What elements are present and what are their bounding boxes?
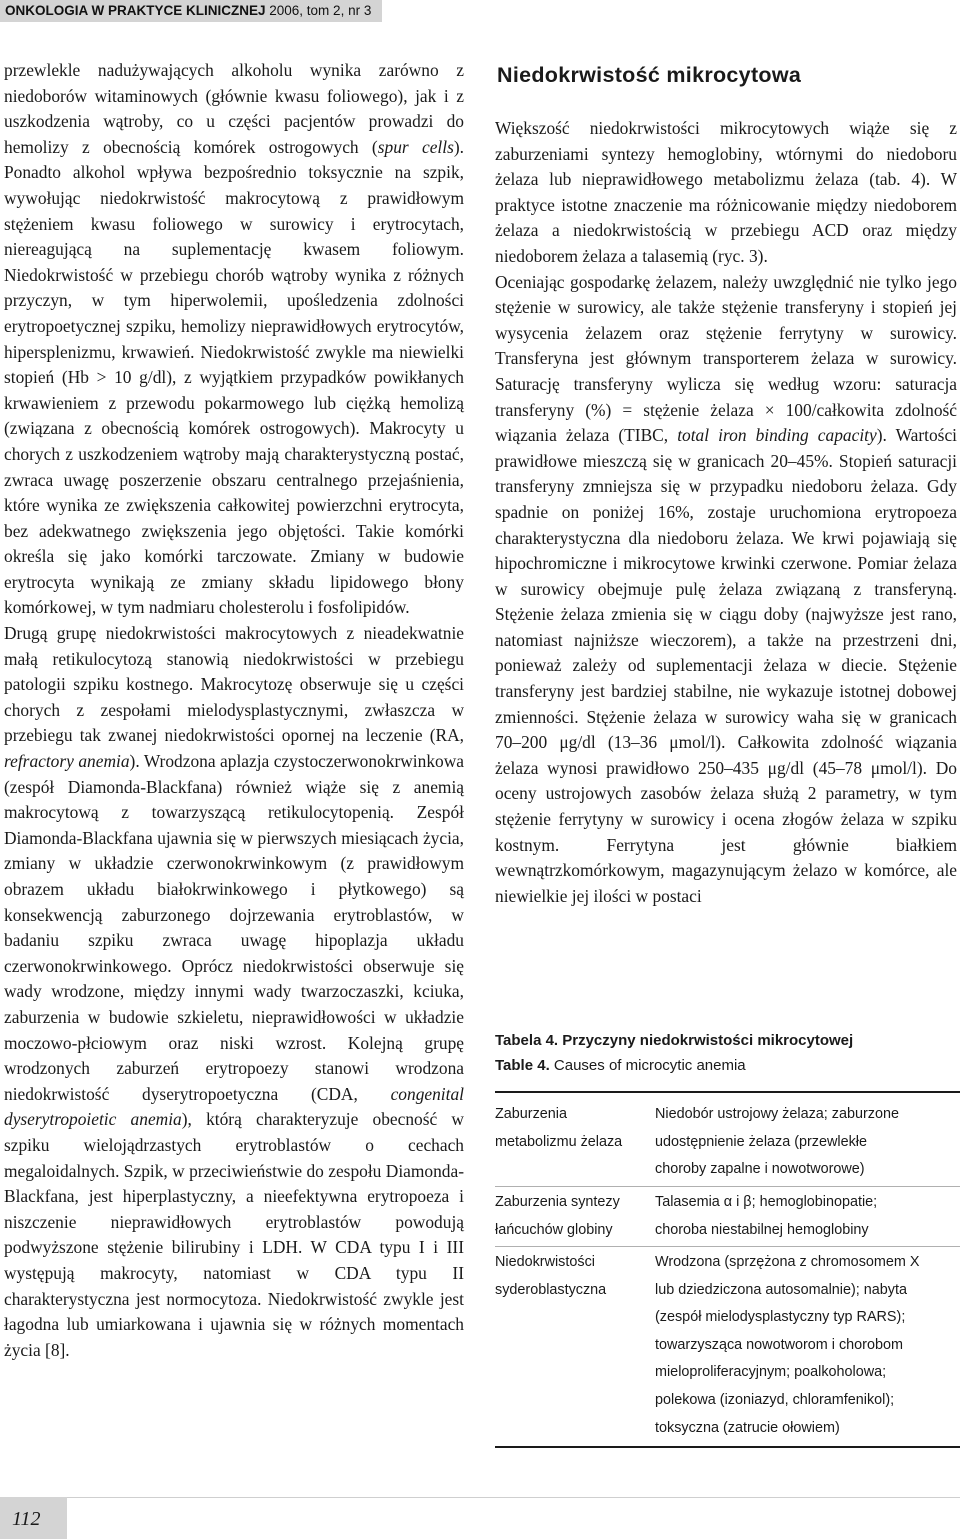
cell-line: choroba niestabilnej hemoglobiny (655, 1221, 869, 1238)
cell-line: mieloproliferacyjnym; poalkoholowa; (655, 1364, 887, 1381)
left-paragraph-1 (4, 58, 464, 621)
cell-line: Talasemia α i β; hemoglobinopatie; (655, 1194, 878, 1210)
text-run: przewlekle nadużywających alkoholu wynika zarówno z niedoborów witaminowych (głównie kwasu foliowego), jak i z uszkodzenia wątroby, co u części pacjentów prowadzi do hemolizy z obecnością komórek ostrogowych ( (4, 60, 464, 157)
left-column (4, 58, 464, 1363)
journal-header (5, 2, 371, 20)
table-caption-en (495, 1053, 957, 1078)
table-cell-cause (495, 1101, 645, 1156)
footer-rule (67, 1497, 960, 1498)
journal-name: ONKOLOGIA W PRAKTYCE KLINICZNEJ (5, 3, 266, 18)
right-column (495, 116, 957, 909)
table-caption-pl: Tabela 4. Przyczyny niedokrwistości mikrocytowej (495, 1032, 854, 1049)
italic-term: spur cells (377, 136, 454, 157)
page-number: 112 (12, 1508, 41, 1530)
italic-term: congenital dyserytropoietic anemia (4, 1083, 464, 1130)
table-caption-en-label: Table 4. (495, 1057, 550, 1074)
cell-line: syderoblastyczna (495, 1281, 607, 1298)
left-paragraph-2 (4, 621, 464, 1363)
cell-line: metabolizmu żelaza (495, 1133, 623, 1150)
text-run: ). Wrodzona aplazja czystoczerwonokrwinkowa (zespół Diamonda-Blackfana) również wiąże się z anemią makrocytową z towarzyszącą retikulocytopenią. Zespół Diamonda-Blackfana ujawnia się w pierwszych miesiącach życia, zmiany w układzie czerwonokrwinkowym (z prawidłowym obrazem układu białokrwinkowego i płytkowego) są konsekwencją zaburzonego dojrzewania erytroblastów, w badaniu szpiku zwraca uwagę hipoplazja układu czerwonokrwinkowego. Oprócz niedokrwistości obserwuje się wady wrodzone, między innymi wady twarzoczaszki, kciuka, zaburzenia w budowie szkieletu, nieprawidłowości w układzie moczowo-płciowym oraz niski wzrost. Kolejną grupę wrodzonych zaburzeń erytropoezy stanowi wrodzona niedokrwistość dyserytropoetyczna (CDA, (4, 751, 464, 1104)
cell-line: lub dziedziczona autosomalnie); nabyta (655, 1281, 907, 1298)
table-cell-details (655, 1101, 960, 1184)
cell-line: choroby zapalne i nowotworowe) (655, 1161, 865, 1178)
cell-line: Wrodzona (sprzężona z chromosomem X (655, 1254, 920, 1270)
cell-line: Niedobór ustrojowy żelaza; zaburzone (655, 1106, 899, 1122)
table-bottom-rule (495, 1446, 960, 1448)
table-row-divider (495, 1186, 960, 1187)
text-run: ). Wartości prawidłowe mieszczą się w granicach 20–45%. Stopień saturacji transferyny zmniejsza się w przypadku niedoboru żelaza. Gdy spadnie on poniżej 16%, zostaje uruchomiona erytropoeza charakterystyczna dla niedoboru żelaza. We krwi pojawiają się hipochromiczne i mikrocytowe krwinki czerwone. Pomiar żelaza w surowicy obejmuje pulę żelaza związaną z transferyną. Stężenie żelaza zmienia się w ciągu doby (najwyższe jest rano, natomiast najniższe wieczorem), a także na przestrzeni dni, ponieważ zależy od suplementacji żelaza w diecie. Stężenie transferyny jest bardziej stabilne, nie wykazuje istotnej dobowej zmienności. Stężenie żelaza w surowicy waha się w granicach 70–200 μg/dl (13–36 μmol/l). Całkowita zdolność wiązania żelaza wynosi prawidłowo 250–435 μg/dl (45–78 μmol/l). Do oceny ustrojowych zasobów żelaza służą 2 parametry, w tym stężenie ferrytyny w surowicy i ocena złogów żelaza w szpiku kostnym. Ferrytyna jest głównie białkiem wewnątrzkomórkowym, magazynującym żelazo w komórce, ale niewielkie jej ilości w postaci (495, 425, 957, 906)
table-cell-cause (495, 1249, 645, 1304)
journal-issue: 2006, tom 2, nr 3 (265, 3, 372, 18)
section-heading: Niedokrwistość mikrocytowa (497, 63, 802, 87)
cell-line: polekowa (izoniazyd, chloramfenikol); (655, 1391, 895, 1408)
cell-line: Niedokrwistości (495, 1254, 595, 1270)
table-cell-details (655, 1189, 960, 1244)
table-top-rule (495, 1091, 960, 1093)
table-cell-details (655, 1249, 960, 1442)
cell-line: Zaburzenia syntezy (495, 1194, 620, 1210)
right-paragraph-2 (495, 270, 957, 910)
text-run: Drugą grupę niedokrwistości makrocytowych z nieadekwatnie małą retikulocytozą stanowią niedokrwistości w przebiegu patologii szpiku kostnego. Makrocytozę obserwuje się u części chorych z zespołami mielodysplastycznymi, zwłaszcza w przebiegu tak zwanej niedokrwistości opornej na leczenie (RA, (4, 623, 464, 746)
text-run: Oceniając gospodarkę żelazem, należy uwzględnić nie tylko jego stężenie w surowicy, ale także stężenie transferyny i stopień jej wysycenia żelazem oraz stężenie ferrytyny w surowicy. Transferyna jest głównym transporterem żelaza w surowicy. Saturację transferyny wylicza się według wzoru: saturacja transferyny (%) = stężenie żelaza × 100/całkowita zdolność wiązania żelaza (TIBC, (495, 271, 957, 446)
cell-line: udostępnienie żelaza (przewlekłe (655, 1133, 867, 1150)
italic-term: total iron binding capacity (677, 425, 877, 446)
right-paragraph-1: Większość niedokrwistości mikrocytowych wiąże się z zaburzeniami syntezy hemoglobiny, wtórnymi do niedoboru żelaza lub nieprawidłowego metabolizmu żelaza (tab. 4). W praktyce istotne znaczenie ma różnicowanie między niedoborem żelaza a niedokrwistością w przebiegu ACD oraz między niedoborem żelaza a talasemią (ryc. 3). (495, 118, 957, 266)
table-caption-en-text: Causes of microcytic anemia (549, 1057, 746, 1074)
cell-line: towarzysząca nowotworom i chorobom (655, 1336, 903, 1353)
cell-line: Zaburzenia (495, 1106, 567, 1122)
table-row-divider (495, 1246, 960, 1247)
text-run: ), którą charakteryzuje obecność w szpiku wielojądrzastych erytroblastów o cechach megaloidalnych. Szpik, w przeciwieństwie do zespołu Diamonda-Blackfana, jest hiperplastyczny, a nieefektywna erytropoeza i niszczenie nieprawidłowych erytroblastów powodują podwyższone stężenie bilirubiny i LDH. W CDA typu I i III występują makrocyty, natomiast w CDA typu II charakterystyczna jest normocytoza. Niedokrwistość zwykle jest łagodna lub umiarkowana i ujawnia się w różnych momentach życia [8]. (4, 1109, 464, 1360)
table-caption (495, 1028, 957, 1078)
table-cell-cause (495, 1189, 645, 1244)
italic-term: refractory anemia (4, 751, 130, 772)
cell-line: łańcuchów globiny (495, 1221, 613, 1238)
cell-line: (zespół mielodysplastyczny typ RARS); (655, 1309, 906, 1326)
text-run: ). Ponadto alkohol wpływa bezpośrednio toksycznie na szpik, wywołując niedokrwistość makrocytową z prawidłowym stężeniem kwasu foliowego w surowicy i erytrocytach, niereagującą na suplementację kwasem foliowym. Niedokrwistość w przebiegu chorób wątroby wynika z różnych przyczyn, w tym hiperwolemii, upośledzenia zdolności erytropoetycznej szpiku, hemolizy nieprawidłowych erytrocytów, hipersplenizmu, krwawień. Niedokrwistość zwykle ma niewielki stopień (Hb > 10 g/dl), z wyjątkiem przypadków powikłanych krwawieniem z przewodu pokarmowego lub ciężką hemolizą (związana z obecnością komórek ostrogowych). Makrocyty u chorych z uszkodzeniem wątroby mają charakterystyczną postać, zwraca uwagę poszerzenie obszaru centralnego przejaśnienia, które wynika ze zwiększenia całkowitej powierzchni erytrocyta, bez adekwatnego zwiększenia jego objętości. Takie komórki określa się jako komórki tarczowate. Zmiany w budowie erytrocyta wynikają ze zmiany składu lipidowego błony komórkowej, w tym nadmiaru cholesterolu i fosfolipidów. (4, 136, 464, 618)
cell-line: toksyczna (zatrucie ołowiem) (655, 1419, 840, 1436)
